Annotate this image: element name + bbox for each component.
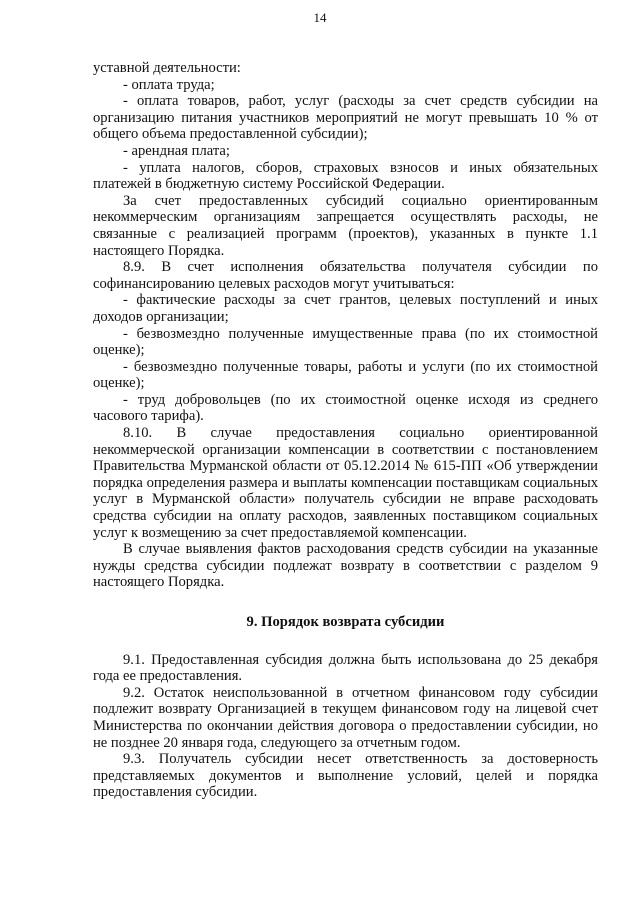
paragraph: - труд добровольцев (по их стоимостной оценке исходя из среднего часового тарифа). bbox=[93, 391, 598, 425]
paragraph: В случае выявления фактов расходования средств субсидии на указанные нужды средства субсидии подлежат возврату в соответствии с разделом 9 настоящего Порядка. bbox=[93, 541, 598, 591]
section-heading: 9. Порядок возврата субсидии bbox=[246, 614, 445, 630]
paragraph: - фактические расходы за счет грантов, целевых поступлений и иных доходов организации; bbox=[93, 292, 598, 325]
paragraph: - безвозмездно полученные имущественные права (по их стоимостной оценке); bbox=[93, 325, 598, 359]
paragraph: - уплата налогов, сборов, страховых взносов и иных обязательных платежей в бюджетную систему Российской Федерации. bbox=[93, 159, 598, 193]
paragraph: - безвозмездно полученные товары, работы и услуги (по их стоимостной оценке); bbox=[93, 358, 598, 392]
paragraph: уставной деятельности: bbox=[93, 60, 241, 76]
paragraph: 9.3. Получатель субсидии несет ответственность за достоверность представляемых документов и выполнение условий, целей и порядка предоставления субсидии. bbox=[93, 751, 598, 801]
page-number: 14 bbox=[313, 10, 327, 25]
paragraph: 9.2. Остаток неиспользованной в отчетном финансовом году субсидии подлежит возврату Организацией в текущем финансовом году на лицевой счет Министерства по окончании действия договора о предоставлении субсидии, но не позднее 20 января года, следующего за отчетным годом. bbox=[93, 684, 598, 751]
paragraph: 8.9. В счет исполнения обязательства получателя субсидии по софинансированию целевых расходов могут учитываться: bbox=[93, 259, 598, 292]
paragraph: За счет предоставленных субсидий социально ориентированным некоммерческим организациям запрещается осуществлять расходы, не связанные с реализацией программ (проектов), указанных в пункте 1.1 настоящего Порядка. bbox=[93, 192, 598, 259]
paragraph: - оплата труда; bbox=[123, 76, 215, 93]
paragraph: - арендная плата; bbox=[123, 142, 230, 159]
paragraph: 9.1. Предоставленная субсидия должна быть использована до 25 декабря года ее предоставления. bbox=[93, 651, 598, 685]
paragraph: 8.10. В случае предоставления социально ориентированной некоммерческой организации компенсации в соответствии с постановлением Правительства Мурманской области от 05.12.2014 № 615-ПП «Об утверждении порядка определения размера и выплаты компенсации поставщикам социальных услуг в Мурманской области» получатель субсидии не вправе расходовать средства субсидии на оплату расходов, заявленных поставщиком социальных услуг к возмещению за счет предоставляемой компенсации. bbox=[93, 425, 598, 541]
document-body bbox=[93, 60, 598, 801]
paragraph: - оплата товаров, работ, услуг (расходы за счет средств субсидии на организацию питания участников мероприятий не могут превышать 10 % от общего объема предоставленной субсидии); bbox=[93, 93, 598, 143]
